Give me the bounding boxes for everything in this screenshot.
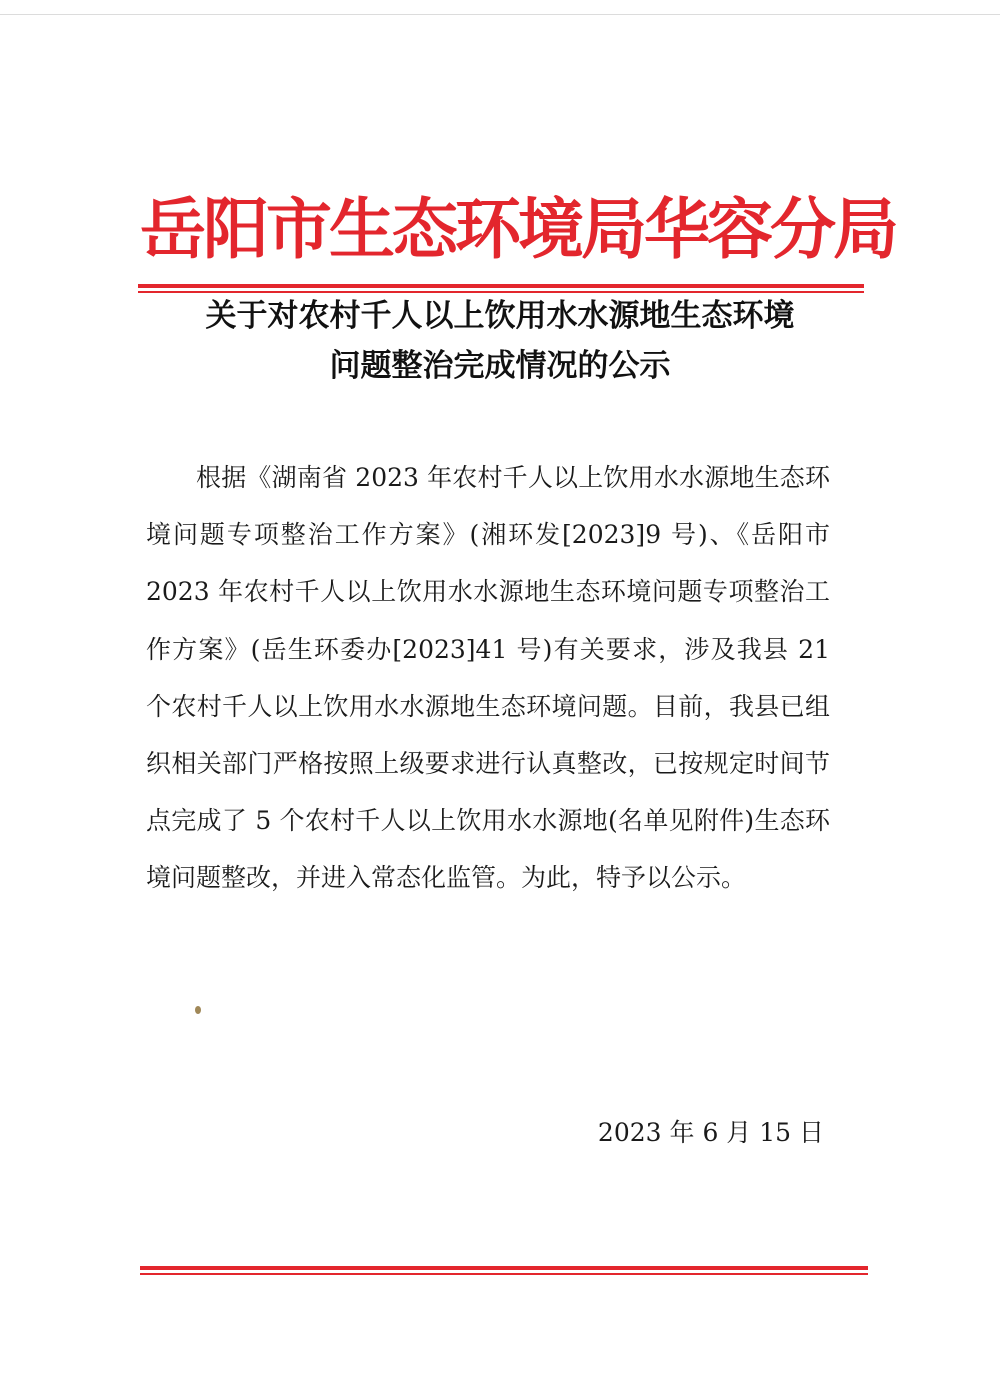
letterhead-rule-thick xyxy=(138,284,864,288)
document-title-line-1: 关于对农村千人以上饮用水水源地生态环境 xyxy=(205,298,795,334)
letterhead-title: 岳阳市生态环境局华容分局 xyxy=(140,191,896,268)
letterhead-rule-thin xyxy=(138,291,864,293)
document-title-line-2: 问题整治完成情况的公示 xyxy=(329,348,671,384)
body-paragraph: 根据《湖南省 2023 年农村千人以上饮用水水源地生态环境问题专项整治工作方案》(湘环发[2023]9 号)、《岳阳市 2023 年农村千人以上饮用水水源地生态环境问题专项整治工作方案》(岳生环委办[2023]41 号)有关要求，涉及我县 21 个农村千人以上饮用水水源地生态环境问题。目前，我县已组织相关部门严格按照上级要求进行认真整改，已按规定时间节点完成了 5 个农村千人以上饮用水水源地(名单见附件)生态环境问题整改，并进入常态化监管。为此，特予以公示。 xyxy=(146,463,830,893)
footer-rule-thick xyxy=(140,1266,868,1270)
scan-speck xyxy=(195,1006,201,1014)
scan-edge-line xyxy=(0,14,1000,15)
footer-rule-thin xyxy=(140,1273,868,1275)
document-date: 2023 年 6 月 15 日 xyxy=(597,1118,824,1147)
